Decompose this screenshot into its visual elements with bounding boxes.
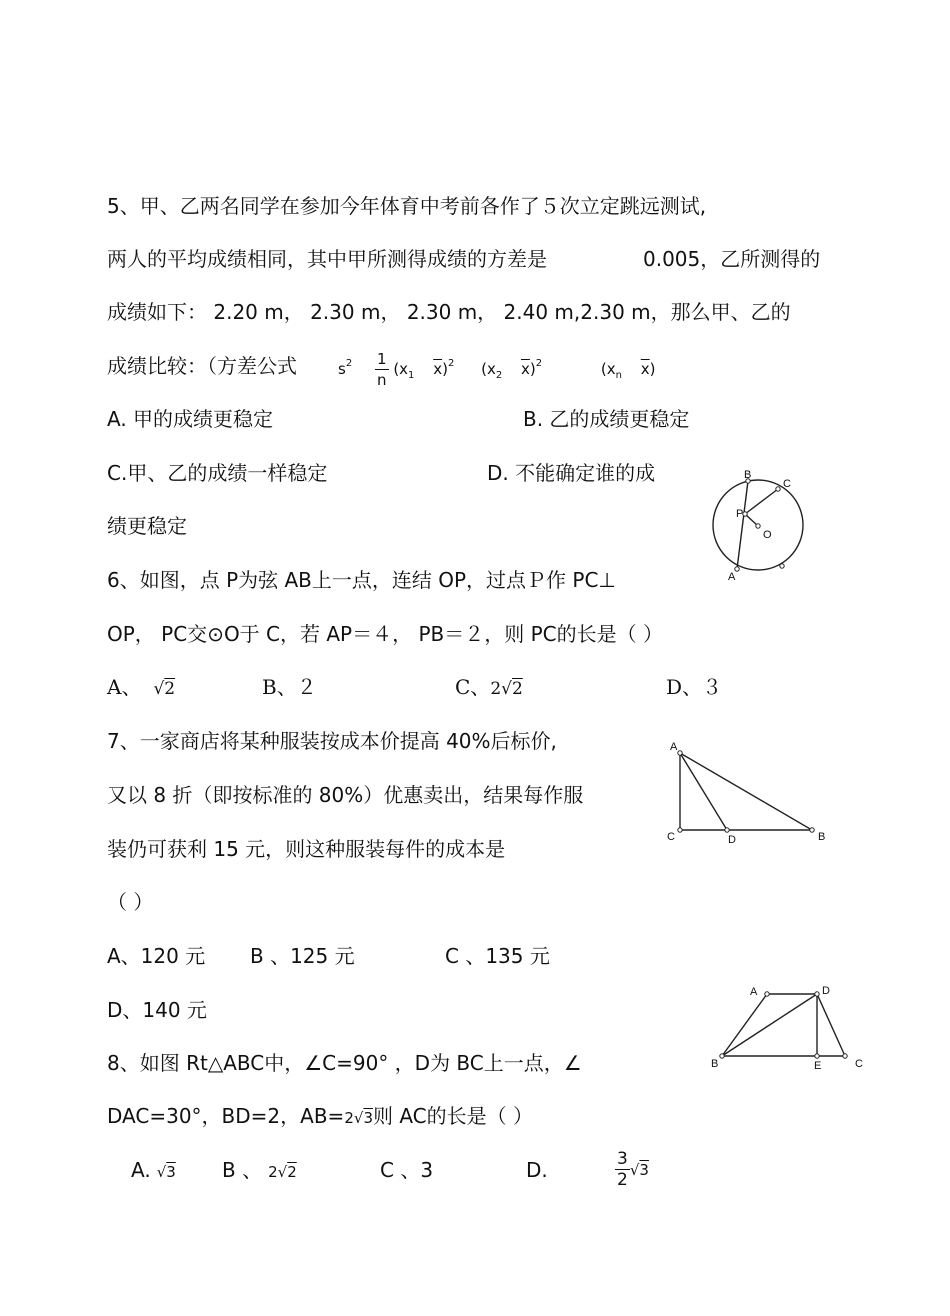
q7-option-c: C 、135 元 [445,944,550,968]
q7-line2: 又以 8 折（即按标准的 80%）优惠卖出，结果每作服 [107,783,584,807]
q5-option-c: C.甲、乙的成绩一样稳定 [107,461,328,485]
label-d: D [728,834,736,846]
q8-option-b-value: 2√2 [268,1163,297,1181]
label-a: A [670,741,678,753]
circle-figure [700,468,820,588]
formula-den: n [377,371,387,389]
formula-termn-sub: n [615,370,622,381]
q6-option-c [455,673,523,703]
q6-line2: OP， PC交⊙O于 C，若 AP＝４， PB＝２，则 PC的长是（ ） [107,622,663,646]
q8-option-d-root: √3 [629,1161,649,1179]
q8-option-a-label: A. [131,1158,151,1182]
q7-line3: 装仍可获利 15 元，则这种服装每件的成本是 [107,837,506,861]
formula-close1: ) [442,360,448,378]
q8-option-c: C 、3 [380,1158,434,1182]
q7-option-a: A、120 元 [107,944,206,968]
q5-line2b: 0.005，乙所测得的 [643,247,821,271]
label-d: D [822,985,830,997]
variance-formula [338,342,656,398]
formula-xbar1: $\overline{x}$ [433,360,443,378]
q6-option-b: B、２ [262,675,317,699]
q6-option-a-label: A、 [107,675,142,699]
q7-line1: 7、一家商店将某种服装按成本价提高 40%后标价, [107,729,557,753]
label-c: C [855,1058,863,1070]
label-p: P [736,508,744,520]
q5-option-d-cont: 绩更稳定 [107,514,187,538]
q8-option-d: D. [526,1158,548,1182]
q6-option-c-value: 2√2 [490,679,523,699]
trapezoid-figure [705,982,865,1072]
q8-line2-prefix: DAC=30°，BD=2，AB= [107,1104,345,1128]
formula-exp1: 2 [447,358,455,369]
formula-xbarn: $\overline{x}$ [640,360,650,378]
q5-line2a: 两人的平均成绩相同，其中甲所测得成绩的方差是 [107,247,547,271]
q8-ab-value: 2√3 [344,1109,373,1127]
formula-exp2: 2 [535,358,543,369]
label-b: B [744,469,752,481]
q8-option-b-label: B 、 [222,1158,263,1182]
label-o: O [763,529,772,541]
q7-line4: （ ） [107,890,154,914]
q8-option-d-num: 3 [617,1149,628,1169]
q8-option-b [222,1156,297,1186]
formula-term1-sub: 1 [408,370,415,381]
q6-option-a-value: √2 [153,679,176,699]
formula-xbar2: $\overline{x}$ [521,360,530,378]
formula-term2-sub: 2 [495,370,503,381]
q6-option-d: D、３ [666,675,723,699]
label-e: E [814,1060,822,1072]
label-a: A [728,571,736,583]
formula-s-exp: 2 [345,358,353,369]
formula-term2: (x [481,360,496,378]
formula-term1: (x [393,360,409,378]
label-a: A [750,986,758,998]
q5-line4 [107,352,297,380]
q7-option-b: B 、125 元 [250,944,355,968]
formula-s: s [338,360,346,378]
q6-option-c-label: C、 [455,675,491,699]
q7-option-d: D、140 元 [107,998,207,1022]
formula-fraction [375,349,389,390]
q5-line4-prefix: 成绩比较：（方差公式 [107,354,297,378]
formula-num: 1 [376,350,387,368]
q6-line1: 6、如图，点 P为弦 AB上一点，连结 OP，过点Ｐ作 PC⊥ [107,568,616,592]
label-b: B [711,1058,719,1070]
right-triangle-figure [662,736,842,856]
q8-option-d-fraction [615,1149,630,1190]
formula-closen: ) [649,360,656,378]
label-c: C [783,478,791,490]
q5-option-b: B. 乙的成绩更稳定 [523,407,690,431]
q5-line3: 成绩如下： 2.20 m， 2.30 m， 2.30 m， 2.40 m,2.30 m，那么甲、乙的 [107,300,791,324]
formula-termn: (x [600,360,616,378]
q8-option-a-value: √3 [156,1163,176,1181]
formula-close2: ) [529,360,536,378]
q8-line2-suffix: 则 AC的长是（ ） [372,1104,533,1128]
q6-option-a [107,673,175,703]
label-b: B [818,831,826,843]
q5-option-a: A. 甲的成绩更稳定 [107,407,274,431]
q8-line1: 8、如图 Rt△ABC中，∠C=90° ，D为 BC上一点，∠ [107,1051,582,1075]
q8-option-a [131,1156,176,1186]
q5-option-d: D. 不能确定谁的成 [487,461,656,485]
q5-line1: 5、甲、乙两名同学在参加今年体育中考前各作了５次立定跳远测试, [107,194,707,218]
q8-line2 [107,1102,533,1132]
q8-option-d-den: 2 [617,1170,628,1190]
q8-option-d-value [615,1146,649,1192]
label-c: C [667,831,675,843]
